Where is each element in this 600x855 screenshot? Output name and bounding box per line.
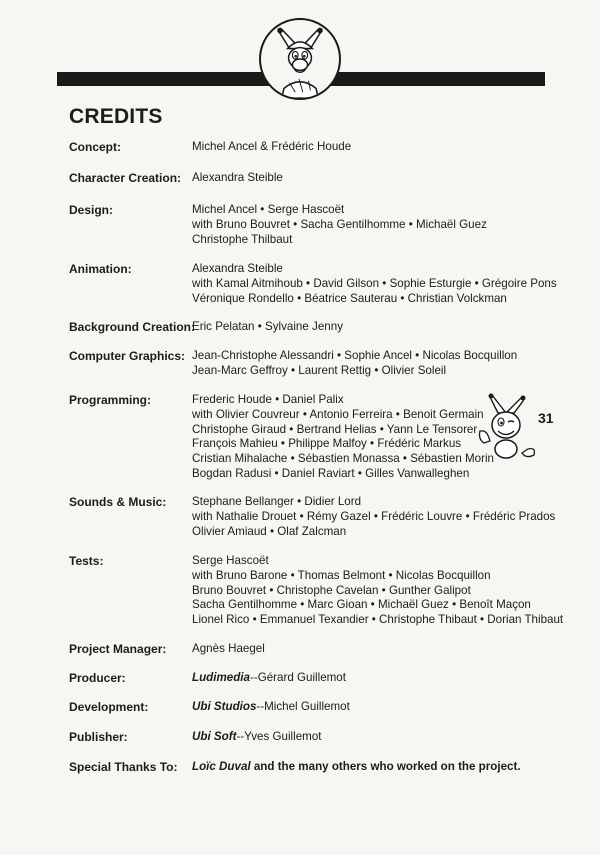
credit-line bbox=[192, 730, 592, 745]
credit-line: with Bruno Bouvret • Sacha Gentilhomme • Michaël Guez bbox=[192, 217, 487, 231]
credit-label: Character Creation: bbox=[69, 171, 182, 185]
credit-label: Computer Graphics: bbox=[69, 349, 186, 363]
credit-line: Serge Hascoët bbox=[192, 554, 269, 567]
credit-line: Olivier Amiaud • Olaf Zalcman bbox=[192, 524, 347, 538]
credit-label: Concept: bbox=[69, 140, 121, 154]
credit-line: Jean-Marc Geffroy • Laurent Rettig • Olivier Soleil bbox=[192, 363, 447, 377]
credit-line: with Kamal Aitmihoub • David Gilson • Sophie Esturgie • Grégoire Pons bbox=[192, 276, 557, 290]
credit-label: Programming: bbox=[69, 393, 152, 407]
credit-line: Agnès Haegel bbox=[192, 642, 265, 655]
person-name: --Gérard Guillemot bbox=[249, 671, 346, 684]
credit-line bbox=[192, 671, 592, 686]
credit-label: Publisher: bbox=[69, 730, 128, 744]
credit-line: Véronique Rondello • Béatrice Sauterau • Christian Volckman bbox=[192, 291, 507, 305]
credit-line: with Bruno Barone • Thomas Belmont • Nicolas Bocquillon bbox=[192, 568, 491, 582]
credit-label: Background Creation: bbox=[69, 320, 196, 334]
rayman-portrait-icon bbox=[259, 18, 341, 100]
credit-label: Animation: bbox=[69, 262, 132, 276]
credit-values bbox=[192, 203, 592, 247]
credit-label: Design: bbox=[69, 203, 114, 217]
credit-values bbox=[192, 642, 592, 657]
page-title: CREDITS bbox=[69, 105, 163, 128]
credit-values bbox=[192, 171, 592, 186]
credit-values bbox=[192, 262, 592, 306]
company-name: Ludimedia bbox=[192, 671, 250, 684]
credit-line: with Nathalie Drouet • Rémy Gazel • Frédéric Louvre • Frédéric Prados bbox=[192, 509, 556, 523]
credit-line: Bruno Bouvret • Christophe Cavelan • Gunther Galipot bbox=[192, 583, 471, 597]
credit-label: Special Thanks To: bbox=[69, 760, 178, 774]
person-name: --Michel Guillemot bbox=[256, 700, 350, 713]
credit-line: Sacha Gentilhomme • Marc Gioan • Michaël Guez • Benoît Maçon bbox=[192, 598, 531, 612]
credit-values bbox=[192, 700, 592, 715]
credit-label: Development: bbox=[69, 700, 149, 714]
credit-values bbox=[192, 495, 592, 539]
credit-label: Producer: bbox=[69, 671, 126, 685]
credit-values bbox=[192, 671, 592, 686]
credit-line bbox=[192, 760, 592, 775]
credit-line: Alexandra Steible bbox=[192, 262, 283, 275]
page-number: 31 bbox=[538, 410, 554, 426]
credit-line: Michel Ancel & Frédéric Houde bbox=[192, 140, 352, 153]
credit-line: Stephane Bellanger • Didier Lord bbox=[192, 495, 362, 508]
credit-line: Cristian Mihalache • Sébastien Monassa • Sébastien Morin bbox=[192, 452, 494, 466]
credit-line: Alexandra Steible bbox=[192, 171, 283, 184]
credit-values bbox=[192, 349, 592, 379]
credit-line: Eric Pelatan • Sylvaine Jenny bbox=[192, 320, 343, 333]
credit-label: Sounds & Music: bbox=[69, 495, 167, 509]
credit-values bbox=[192, 730, 592, 745]
credit-values bbox=[192, 554, 592, 628]
rayman-mascot-icon bbox=[476, 391, 536, 463]
credit-line: Michel Ancel • Serge Hascoët bbox=[192, 203, 345, 216]
credit-values bbox=[192, 320, 592, 335]
company-name: Ubi Studios bbox=[192, 700, 257, 713]
credit-values bbox=[192, 760, 592, 775]
person-name: --Yves Guillemot bbox=[236, 730, 322, 743]
credit-line: Jean-Christophe Alessandri • Sophie Ancel • Nicolas Bocquillon bbox=[192, 349, 518, 362]
company-name: Ubi Soft bbox=[192, 730, 237, 743]
credit-line: Bogdan Radusi • Daniel Raviart • Gilles Vanwalleghen bbox=[192, 466, 470, 480]
credit-values bbox=[192, 140, 592, 155]
credit-line: with Olivier Couvreur • Antonio Ferreira • Benoit Germain bbox=[192, 407, 484, 421]
credit-label: Project Manager: bbox=[69, 642, 167, 656]
thanks-name: Loïc Duval bbox=[192, 760, 251, 773]
credit-line bbox=[192, 700, 592, 715]
credit-line: Christophe Thilbaut bbox=[192, 232, 293, 246]
thanks-text: and the many others who worked on the project. bbox=[250, 760, 521, 773]
credit-label: Tests: bbox=[69, 554, 104, 568]
credit-line: Frederic Houde • Daniel Palix bbox=[192, 393, 344, 406]
credit-line: François Mahieu • Philippe Malfoy • Frédéric Markus bbox=[192, 437, 462, 451]
credit-line: Lionel Rico • Emmanuel Texandier • Christophe Thibaut • Dorian Thibaut bbox=[192, 613, 564, 627]
credit-line: Christophe Giraud • Bertrand Helias • Yann Le Tensorer bbox=[192, 422, 478, 436]
